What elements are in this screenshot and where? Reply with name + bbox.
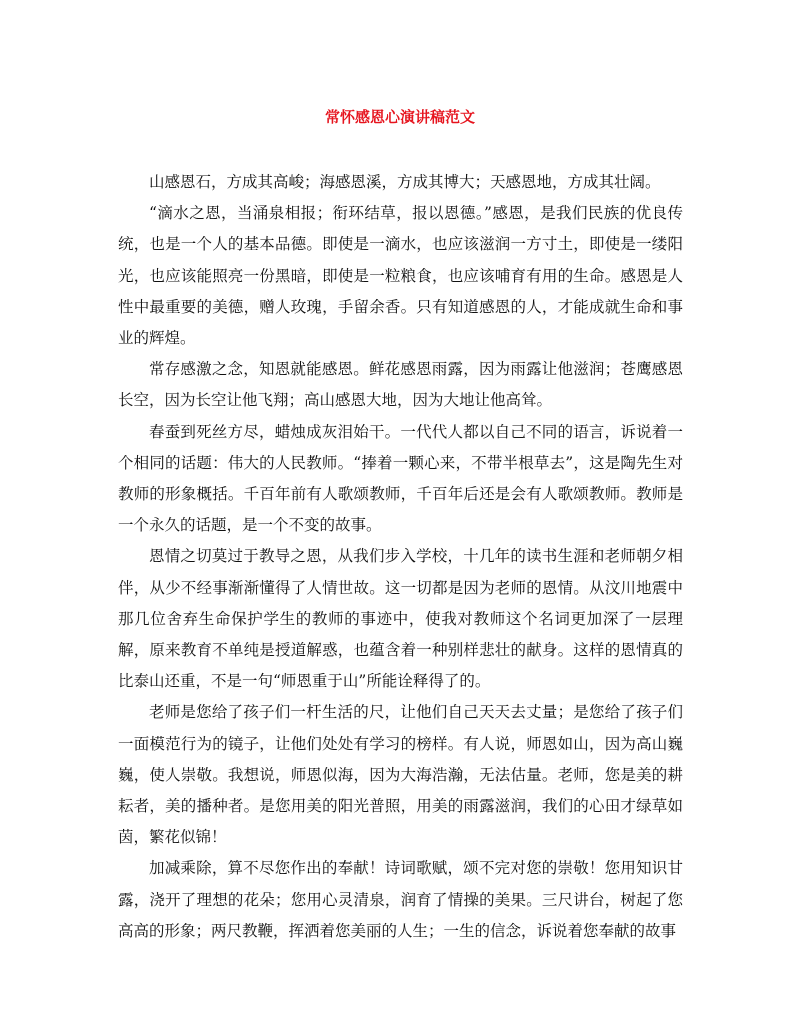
paragraph-7: 加减乘除，算不尽您作出的奉献！诗词歌赋，颂不完对您的崇敬！您用知识甘露，浇开了理想的花朵；您用心灵清泉，润育了情操的美果。三尺讲台，树起了您高高的形象；两尺教鞭，挥洒着您美丽的人生；一生的信念，诉说着您奉献的故事 bbox=[118, 859, 683, 940]
paragraph-2: “滴水之恩，当涌泉相报；衔环结草，报以恩德。”感恩，是我们民族的优良传统，也是一个人的基本品德。即使是一滴水，也应该滋润一方寸土，即使是一缕阳光，也应该能照亮一份黑暗，即使是一粒粮食，也应该哺育有用的生命。感恩是人性中最重要的美德，赠人玫瑰，手留余香。只有知道感恩的人，才能成就生命和事业的辉煌。 bbox=[118, 204, 683, 348]
document-body bbox=[118, 167, 683, 947]
document-title: 常怀感恩心演讲稿范文 bbox=[324, 108, 475, 126]
paragraph-5: 恩情之切莫过于教导之恩，从我们步入学校，十几年的读书生涯和老师朝夕相伴，从少不经事渐渐懂得了人情世故。这一切都是因为老师的恩情。从汶川地震中那几位舍弃生命保护学生的教师的事迹中，使我对教师这个名词更加深了一层理解，原来教育不单纯是授道解惑，也蕴含着一种别样悲壮的献身。这样的恩情真的比泰山还重，不是一句“师恩重于山”所能诠释得了的。 bbox=[118, 547, 683, 691]
paragraph-6: 老师是您给了孩子们一杆生活的尺，让他们自己天天去丈量；是您给了孩子们一面模范行为的镜子，让他们处处有学习的榜样。有人说，师恩如山，因为高山巍巍，使人崇敬。我想说，师恩似海，因为大海浩瀚，无法估量。老师，您是美的耕耘者，美的播种者。是您用美的阳光普照，用美的雨露滋润，我们的心田才绿草如茵，繁花似锦！ bbox=[118, 703, 683, 847]
paragraph-1: 山感恩石，方成其高峻；海感恩溪，方成其博大；天感恩地，方成其壮阔。 bbox=[149, 173, 661, 191]
paragraph-3: 常存感激之念，知恩就能感恩。鲜花感恩雨露，因为雨露让他滋润；苍鹰感恩长空，因为长空让他飞翔；高山感恩大地，因为大地让他高耸。 bbox=[118, 360, 683, 410]
paragraph-4: 春蚕到死丝方尽，蜡烛成灰泪始干。一代代人都以自己不同的语言，诉说着一个相同的话题：伟大的人民教师。“捧着一颗心来，不带半根草去”，这是陶先生对教师的形象概括。千百年前有人歌颂教师，千百年后还是会有人歌颂教师。教师是一个永久的话题，是一个不变的故事。 bbox=[118, 422, 683, 535]
